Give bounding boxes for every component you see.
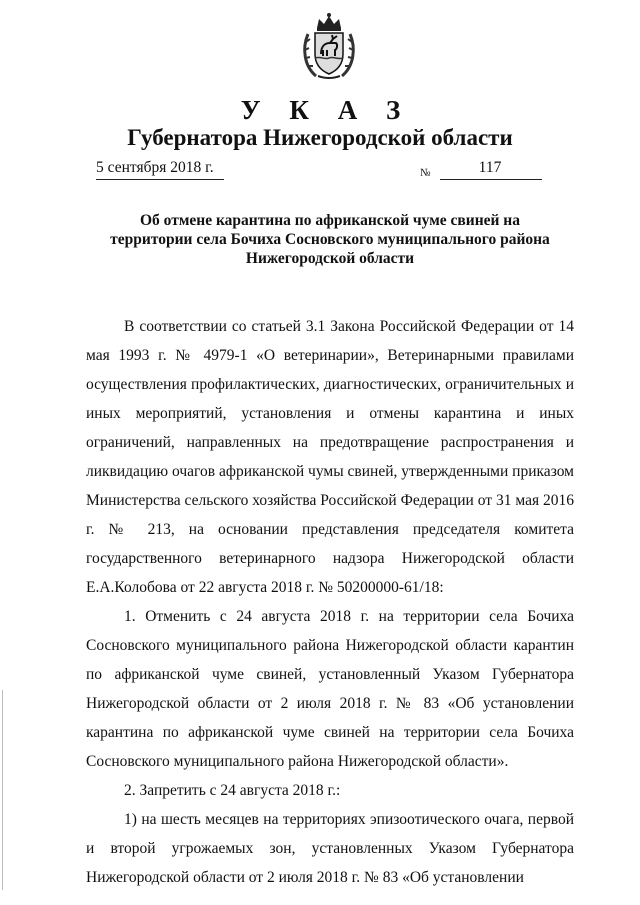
number-sign: №: [420, 167, 431, 179]
scan-edge-mark: [2, 690, 3, 890]
paragraph-item-1: 1. Отменить с 24 августа 2018 г. на территории села Бочиха Сосновского муниципального района Нижегородской области карантин по африканской чуме свиней, установленный Указом Губернатора Нижегородской области от 2 июля 2018 г. № 83 «Об установлении карантина по африканской чуме свиней на территории села Бочиха Сосновского муниципального района Нижегородской области».: [86, 608, 574, 770]
number-underline: [440, 179, 542, 180]
paragraph-item-2: 2. Запретить с 24 августа 2018 г.:: [124, 782, 341, 799]
decree-date: 5 сентября 2018 г.: [96, 159, 214, 176]
decree-title: У К А З: [240, 95, 412, 125]
decree-number: 117: [478, 159, 502, 176]
paragraph-preamble: В соответствии со статьей 3.1 Закона Российской Федерации от 14 мая 1993 г. № 4979-1 «О ветеринарии», Ветеринарными правилами осуществления профилактических, диагностических, ограничительных и иных мероприятий, установления и отмены карантина и иных ограничений, направленных на предотвращение распространения и ликвидацию очагов африканской чумы свиней, утвержденными приказом Министерства сельского хозяйства Российской Федерации от 31 мая 2016 г. № 213, на основании представления председателя комитета государственного ветеринарного надзора Нижегородской области Е.А.Колобова от 22 августа 2018 г. № 50200000-61/18:: [86, 318, 574, 596]
date-underline: [96, 179, 224, 180]
decree-body: [86, 312, 574, 892]
decree-subject: Об отмене карантина по африканской чуме свиней на территории села Бочиха Сосновского муниципального района Нижегородской области: [110, 212, 550, 267]
coat-of-arms-emblem: [300, 12, 358, 82]
paragraph-subitem-1: 1) на шесть месяцев на территориях эпизоотического очага, первой и второй угрожаемых зон, установленных Указом Губернатора Нижегородской области от 2 июля 2018 г. № 83 «Об установлении: [86, 811, 574, 886]
issuer-title: Губернатора Нижегородской области: [127, 125, 513, 150]
